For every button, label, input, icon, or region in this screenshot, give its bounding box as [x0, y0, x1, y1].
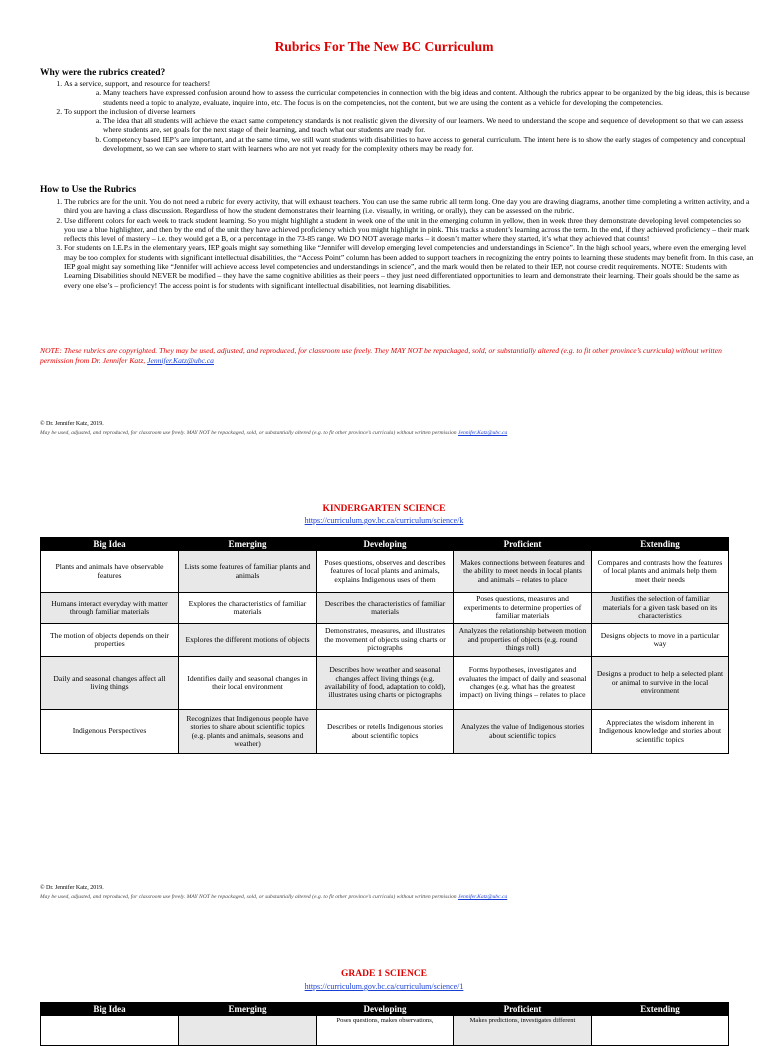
emerging-cell: Recognizes that Indigenous people have stories to share about scientific topics (e.g. plants and animals, seasons and weather)	[179, 710, 317, 754]
grade1-curriculum-link[interactable]: https://curriculum.gov.bc.ca/curriculum/science/1	[304, 982, 464, 991]
proficient-cell: Forms hypotheses, investigates and evaluates the impact of daily and seasonal changes (e.g. what has the greatest impact) on living things – relates to place	[454, 657, 592, 710]
footer-permission: May be used, adjusted, and reproduced, for classroom use freely. MAY NOT be repackaged, sold, or substantially altered (e.g. to fit other province’s curricula) without written permission Jennifer.Katz@ubc.ca	[40, 894, 508, 900]
why-heading: Why were the rubrics created?	[40, 68, 166, 78]
column-header: Extending	[592, 1003, 729, 1016]
developing-cell: Demonstrates, measures, and illustrates the movement of objects using charts or pictographs	[317, 624, 454, 657]
big-idea-cell: The motion of objects depends on their properties	[41, 624, 179, 657]
how-item: 3. For students on I.E.P.s in the elementary years, IEP goals might say something like “Jennifer will develop emerging level competencies and understandings in Science”. In the high school years, where even the emerging level may be too complex for students with significant intellectual disabilities, the “Access Point” column has been added to support teachers in recognizing the entry points to learning these students may benefit from. In this case, an IEP goal might say something like “Jennifer will achieve access level competencies and understandings in science”, and the mark would then be related to their IEP, not course credit requirements. NOTE: Students with Learning Disabilities should NEVER be modified – they have the same cognitive abilities as their peers – they just need differentiated opportunities to learn and demonstrate their learning. Their goals should be the same as every one else’s – proficiency! The access point is for students with significant intellectual disabilities, not learning disabilities.	[64, 243, 754, 289]
emerging-cell: Identifies daily and seasonal changes in their local environment	[179, 657, 317, 710]
column-header: Emerging	[179, 1003, 317, 1016]
why-item: 2. To support the inclusion of diverse learners a. The idea that all students will achieve the exact same competency standards is not realistic given the diversity of our learners. We need to understand the scope and sequence of development so that we can assess where students are, set goals for the next stage of their learning, and teach what our students are ready for. b. Competency based IEP’s are important, and at the same time, we still want students with disabilities to have access to general curriculum. The intent here is to show the early stages of competency and conceptual development, so we can see where to start with learners who are not yet ready for the complexity others may be ready for.	[64, 107, 754, 153]
table-row	[41, 624, 729, 657]
copyright-note: NOTE: These rubrics are copyrighted. They may be used, adjusted, and reproduced, for classroom use freely. They MAY NOT be repackaged, sold, or substantially altered (e.g. to fit other province’s curricula) without written permission from Dr. Jennifer Katz, Jennifer.Katz@ubc.ca	[40, 346, 722, 365]
why-subitem: a. The idea that all students will achieve the exact same competency standards is not realistic given the diversity of our learners. We need to understand the scope and sequence of development so that we can assess where students are, set goals for the next stage of their learning, and teach what our students are ready for.	[103, 116, 754, 135]
emerging-cell: Explores the characteristics of familiar materials	[179, 593, 317, 624]
emerging-cell: Lists some features of familiar plants and animals	[179, 551, 317, 593]
extending-cell: Designs objects to move in a particular way	[592, 624, 729, 657]
kindergarten-title: KINDERGARTEN SCIENCE	[322, 504, 446, 514]
why-item: 1. As a service, support, and resource for teachers! a. Many teachers have expressed confusion around how to assess the curricular competencies in connection with the big ideas and content. Although the rubrics appear to be organized by the big ideas, this is because students need a topic to analyze, evaluate, inquire into, etc. The focus is on the competencies, not the content, but we are using the content as a vehicle for developing the competencies.	[64, 79, 754, 107]
kindergarten-curriculum-link[interactable]: https://curriculum.gov.bc.ca/curriculum/science/k	[304, 516, 464, 525]
column-header: Proficient	[454, 1003, 592, 1016]
extending-cell: Designs a product to help a selected plant or animal to survive in the local environment	[592, 657, 729, 710]
why-subitem: b. Competency based IEP’s are important, and at the same time, we still want students with disabilities to have access to general curriculum. The intent here is to show the early stages of competency and conceptual development, so we can see where to start with learners who are not yet ready for the complexity others may be ready for.	[103, 135, 754, 154]
extending-cell: Justifies the selection of familiar materials for a given task based on its characteristics	[592, 593, 729, 624]
big-idea-cell: Daily and seasonal changes affect all living things	[41, 657, 179, 710]
footer-permission: May be used, adjusted, and reproduced, for classroom use freely. MAY NOT be repackaged, sold, or substantially altered (e.g. to fit other province’s curricula) without written permission Jennifer.Katz@ubc.ca	[40, 430, 508, 436]
extending-cell	[592, 1016, 729, 1046]
extending-cell: Appreciates the wisdom inherent in Indigenous knowledge and stories about scientific topics	[592, 710, 729, 754]
table-row	[41, 1016, 729, 1046]
big-idea-cell: Humans interact everyday with matter through familiar materials	[41, 593, 179, 624]
big-idea-cell	[41, 1016, 179, 1046]
how-item: 1. The rubrics are for the unit. You do not need a rubric for every activity, that will exhaust teachers. You can use the same rubric all term long. One day you are drawing diagrams, another time completing a written activity, and a third you are having a class discussion. Regardless of how the student demonstrates their learning (i.e. visually, in writing, or orally), they can be assessed on the rubric.	[64, 197, 754, 216]
table-header-row	[41, 538, 729, 551]
how-heading: How to Use the Rubrics	[40, 185, 137, 195]
column-header: Developing	[317, 1003, 454, 1016]
proficient-cell: Poses questions, measures and experiments to determine properties of familiar materials	[454, 593, 592, 624]
how-list	[40, 197, 754, 290]
table-header-row	[41, 1003, 729, 1016]
grade1-rubric-table	[40, 1002, 729, 1046]
proficient-cell: Makes connections between features and the ability to meet needs in local plants and animals – relates to place	[454, 551, 592, 593]
big-idea-cell: Indigenous Perspectives	[41, 710, 179, 754]
document-title: Rubrics For The New BC Curriculum	[274, 39, 494, 54]
table-row	[41, 710, 729, 754]
proficient-cell: Analyzes the relationship between motion and properties of objects (e.g. round things roll)	[454, 624, 592, 657]
table-row	[41, 593, 729, 624]
kindergarten-rubric-table	[40, 537, 729, 754]
developing-cell: Poses questions, makes observations,	[317, 1016, 454, 1046]
developing-cell: Poses questions, observes and describes features of local plants and animals, explains Indigenous uses of them	[317, 551, 454, 593]
footer-email-link[interactable]: Jennifer.Katz@ubc.ca	[458, 894, 508, 900]
how-item: 2. Use different colors for each week to track student learning. So you might highlight a student in week one of the unit in the emerging column in yellow, then in week three they demonstrate developing level competencies so you use a blue highlighter, and then by the end of the unit they have achieved proficiency which you might highlight in pink. This tracks a student’s learning across the term. In the end, if they achieved proficiency – their mark reflects this level of mastery – i.e. they would get a B, or a percentage in the 73-85 range. We DO NOT average marks – it doesn’t matter where they started, it’s what they achieved that counts!	[64, 216, 754, 244]
column-header: Proficient	[454, 538, 592, 551]
footer-copyright: © Dr. Jennifer Katz, 2019.	[40, 421, 104, 427]
table-row	[41, 551, 729, 593]
column-header: Big Idea	[41, 538, 179, 551]
developing-cell: Describes the characteristics of familiar materials	[317, 593, 454, 624]
column-header: Big Idea	[41, 1003, 179, 1016]
why-subitem: a. Many teachers have expressed confusion around how to assess the curricular competencies in connection with the big ideas and content. Although the rubrics appear to be organized by the big ideas, this is because students need a topic to analyze, evaluate, inquire into, etc. The focus is on the competencies, not the content, but we are using the content as a vehicle for developing the competencies.	[103, 88, 754, 107]
column-header: Extending	[592, 538, 729, 551]
table-row	[41, 657, 729, 710]
why-list	[40, 79, 754, 153]
column-header: Emerging	[179, 538, 317, 551]
footer-copyright: © Dr. Jennifer Katz, 2019.	[40, 885, 104, 891]
developing-cell: Describes or retells Indigenous stories about scientific topics	[317, 710, 454, 754]
big-idea-cell: Plants and animals have observable features	[41, 551, 179, 593]
column-header: Developing	[317, 538, 454, 551]
developing-cell: Describes how weather and seasonal changes affect living things (e.g. availability of food, adaptation to cold), illustrates using charts or pictographs	[317, 657, 454, 710]
emerging-cell	[179, 1016, 317, 1046]
grade1-title: GRADE 1 SCIENCE	[340, 969, 428, 979]
proficient-cell: Analyzes the value of Indigenous stories about scientific topics	[454, 710, 592, 754]
extending-cell: Compares and contrasts how the features of local plants and animals help them meet their needs	[592, 551, 729, 593]
author-email-link[interactable]: Jennifer.Katz@ubc.ca	[147, 356, 214, 365]
emerging-cell: Explores the different motions of objects	[179, 624, 317, 657]
proficient-cell: Makes predictions, investigates different	[454, 1016, 592, 1046]
footer-email-link[interactable]: Jennifer.Katz@ubc.ca	[458, 430, 508, 436]
